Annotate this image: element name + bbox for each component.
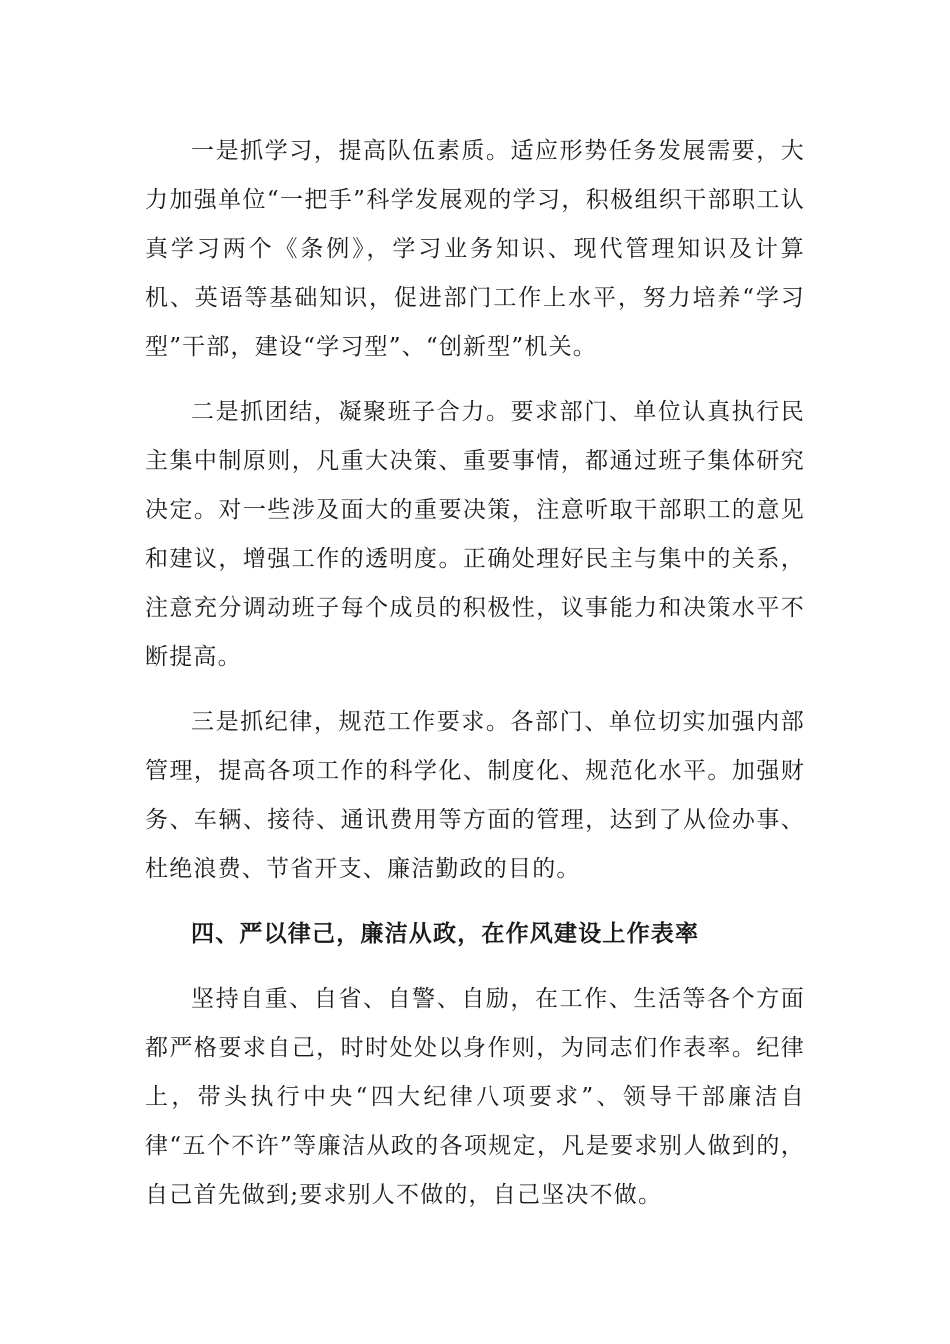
paragraph-unity: 二是抓团结，凝聚班子合力。要求部门、单位认真执行民主集中制原则，凡重大决策、重要事情，都通过班子集体研究决定。对一些涉及面大的重要决策，注意听取干部职工的意见和建议，增强工作的透明度。正确处理好民主与集中的关系，注意充分调动班子每个成员的积极性，议事能力和决策水平不断提高。: [145, 399, 805, 670]
paragraph-discipline: 三是抓纪律，规范工作要求。各部门、单位切实加强内部管理，提高各项工作的科学化、制度化、规范化水平。加强财务、车辆、接待、通讯费用等方面的管理，达到了从俭办事、杜绝浪费、节省开支、廉洁勤政的目的。: [145, 709, 805, 882]
paragraph-study: 一是抓学习，提高队伍素质。适应形势任务发展需要，大力加强单位“一把手”科学发展观的学习，积极组织干部职工认真学习两个《条例》，学习业务知识、现代管理知识及计算机、英语等基础知识，促进部门工作上水平，努力培养“学习型”干部，建设“学习型”、“创新型”机关。: [145, 138, 805, 360]
document-page: [145, 127, 805, 1220]
section-heading: 四、严以律己，廉洁从政，在作风建设上作表率: [191, 921, 700, 947]
paragraph-self-discipline: 坚持自重、自省、自警、自励，在工作、生活等各个方面都严格要求自己，时时处处以身作则，为同志们作表率。纪律上，带头执行中央“四大纪律八项要求”、领导干部廉洁自律“五个不许”等廉洁从政的各项规定，凡是要求别人做到的，自己首先做到;要求别人不做的，自己坚决不做。: [145, 986, 805, 1208]
